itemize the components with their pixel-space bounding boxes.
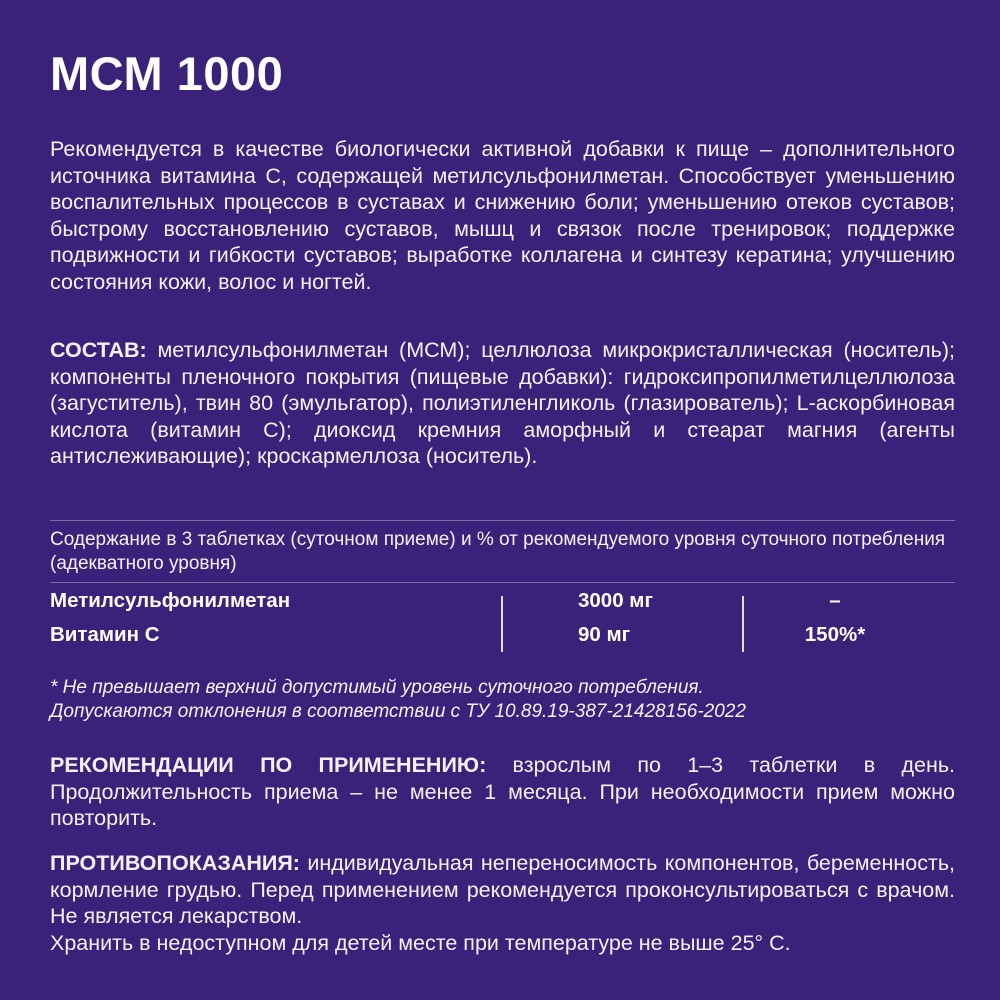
footnote-line: * Не превышает верхний допустимый уровень суточного потребления.	[50, 677, 704, 698]
column-divider	[501, 596, 503, 652]
composition-text: метилсульфонилметан (МСМ); целлюлоза микрокристаллическая (носитель); компоненты пленочного покрытия (пищевые добавки): гидроксипропилметилцеллюлоза (загуститель), твин 80 (эмульгатор), полиэтиленгликоль (глазирователь); L-аскорбиновая кислота (витамин С); диоксид кремния аморфный и стеарат магния (агенты антислеживающие); кроскармеллоза (носитель).	[50, 338, 955, 468]
ingredient-name: Витамин С	[50, 623, 160, 646]
recommendations-label: РЕКОМЕНДАЦИИ ПО ПРИМЕНЕНИЮ:	[50, 753, 487, 777]
contraindications-label: ПРОТИВОПОКАЗАНИЯ:	[50, 851, 300, 875]
contraindications-text: индивидуальная непереносимость компонентов, беременность, кормление грудью. Перед применением рекомендуется проконсультироваться с врачом. Не является лекарством.	[50, 851, 955, 928]
recommendations-text: взрослым по 1–3 таблетки в день. Продолжительность приема – не менее 1 месяца. При необходимости прием можно повторить.	[50, 753, 955, 830]
table-caption: Содержание в 3 таблетках (суточном приеме) и % от рекомендуемого уровня суточного потребления (адекватного уровня)	[50, 529, 946, 574]
recommendations-section	[50, 752, 955, 832]
product-description: Рекомендуется в качестве биологически активной добавки к пище – дополнительного источника витамина С, содержащей метилсульфонилметан. Способствует уменьшению воспалительных процессов в суставах и снижению боли; уменьшению отеков суставов; быстрому восстановлению суставов, мышц и связок после тренировок; поддержке подвижности и гибкости суставов; выработке коллагена и синтезу кератина; улучшению состояния кожи, волос и ногтей.	[50, 137, 955, 294]
contraindications-section	[50, 850, 955, 956]
ingredient-percent: 150%*	[804, 623, 866, 646]
composition-label: СОСТАВ:	[50, 338, 147, 362]
ingredient-percent: –	[829, 589, 841, 612]
ingredient-name: Метилсульфонилметан	[50, 589, 291, 612]
ingredient-amount: 90 мг	[578, 623, 631, 646]
column-divider	[742, 596, 744, 652]
ingredient-amount: 3000 мг	[578, 589, 654, 612]
product-title: МСМ 1000	[50, 47, 284, 100]
storage-text: Хранить в недоступном для детей месте при температуре не выше 25° С.	[50, 930, 791, 955]
footnote-line: Допускаются отклонения в соответствии с ТУ 10.89.19-387-21428156-2022	[50, 701, 746, 722]
composition-section	[50, 337, 955, 470]
footnote	[50, 676, 955, 724]
